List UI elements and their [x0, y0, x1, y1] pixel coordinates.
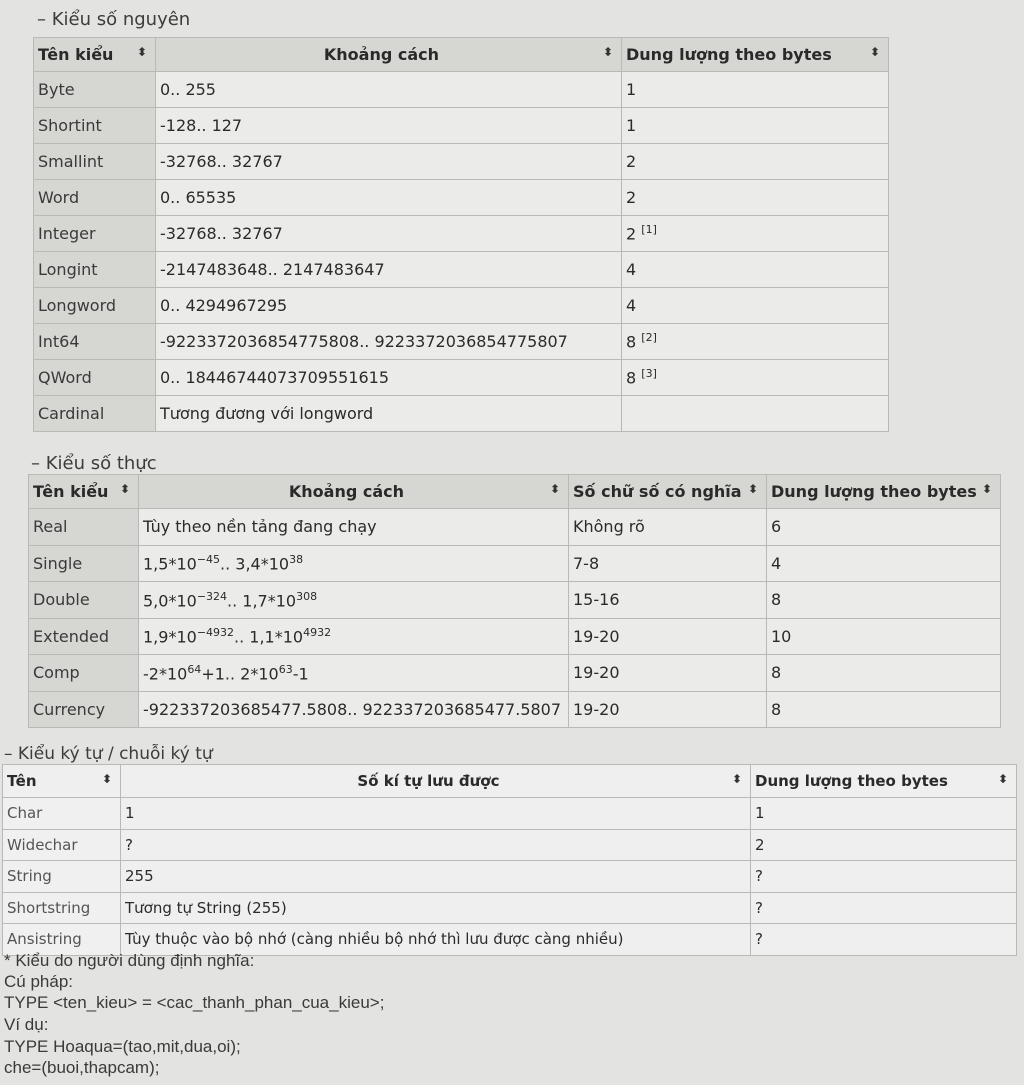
column-header-range[interactable]: Khoảng cách ⬍ [139, 475, 569, 509]
type-name-cell: Widechar [3, 829, 121, 861]
type-name-cell: Ansistring [3, 924, 121, 956]
column-header-count[interactable]: Số kí tự lưu được ⬍ [121, 765, 751, 798]
sort-arrows-icon[interactable]: ⬍ [101, 772, 112, 786]
bytes-cell: 10 [767, 618, 1001, 655]
sort-arrows-icon[interactable]: ⬍ [119, 482, 130, 496]
type-name-cell: Byte [34, 72, 156, 108]
bytes-value: 2 [626, 152, 637, 171]
range-cell [139, 691, 569, 728]
table-row [3, 892, 1017, 924]
type-name-cell: Smallint [34, 144, 156, 180]
type-name-cell: String [3, 861, 121, 893]
significant-digits-cell: 19-20 [569, 655, 767, 692]
bytes-cell [622, 252, 889, 288]
range-cell: -32768.. 32767 [156, 144, 622, 180]
bytes-value: 2 [626, 224, 637, 244]
range-cell: 0.. 18446744073709551615 [156, 360, 622, 396]
range-high-base: .. 3,4*10 [220, 554, 290, 574]
table-row [3, 798, 1017, 830]
bytes-cell: 2 [751, 829, 1017, 861]
type-name-cell: Word [34, 180, 156, 216]
range-low-base: 5,0*10 [143, 590, 197, 610]
type-name-cell: Cardinal [34, 396, 156, 432]
range-cell: -2147483648.. 2147483647 [156, 252, 622, 288]
table-row [29, 582, 1001, 619]
footnote-ref: [3] [641, 367, 657, 381]
table-row [34, 396, 889, 432]
significant-digits-cell: 19-20 [569, 691, 767, 728]
bytes-cell: 4 [767, 545, 1001, 582]
sort-arrows-icon[interactable]: ⬍ [549, 482, 560, 496]
real-heading: – Kiểu số thực [31, 453, 157, 474]
range-cell: -32768.. 32767 [156, 216, 622, 252]
significant-digits-cell: 19-20 [569, 618, 767, 655]
syntax-label: Cú pháp: [4, 972, 73, 991]
bytes-cell: ? [751, 861, 1017, 893]
range-high-exponent: 308 [296, 589, 318, 603]
syntax-line: TYPE <ten_kieu> = <cac_thanh_phan_cua_kieu>; [4, 993, 385, 1012]
sort-arrows-icon[interactable]: ⬍ [747, 482, 758, 496]
footnote-ref: [1] [641, 223, 657, 237]
sort-arrows-icon[interactable]: ⬍ [136, 45, 147, 59]
range-cell: Tương đương với longword [156, 396, 622, 432]
table-row [34, 288, 889, 324]
column-header-type-name[interactable]: Tên kiểu ⬍ [34, 38, 156, 72]
type-name-cell: Int64 [34, 324, 156, 360]
char-count-cell: 1 [121, 798, 751, 830]
range-low-base: -2*10 [143, 663, 188, 683]
sort-arrows-icon[interactable]: ⬍ [981, 482, 992, 496]
range-cell: -9223372036854775808.. 9223372036854775807 [156, 324, 622, 360]
range-cell [139, 509, 569, 546]
range-text: -922337203685477.5808.. 922337203685477.5807 [143, 699, 562, 719]
range-text: Tùy theo nền tảng đang chạy [143, 517, 377, 537]
table-row [34, 360, 889, 396]
range-cell [139, 618, 569, 655]
range-high-base: .. 1,1*10 [234, 627, 304, 647]
column-header-name[interactable]: Tên ⬍ [3, 765, 121, 798]
type-name-cell: Comp [29, 655, 139, 692]
type-name-cell: Shortstring [3, 892, 121, 924]
sort-arrows-icon[interactable]: ⬍ [869, 45, 880, 59]
bytes-cell: 8 [767, 691, 1001, 728]
bytes-cell: ? [751, 892, 1017, 924]
bytes-cell [622, 324, 889, 360]
char-count-cell: 255 [121, 861, 751, 893]
char-types-table [2, 764, 1017, 956]
range-high-base: .. 1,7*10 [227, 590, 297, 610]
type-name-cell: Longword [34, 288, 156, 324]
table-row [29, 691, 1001, 728]
bytes-cell [622, 288, 889, 324]
table-row [34, 108, 889, 144]
range-cell: 0.. 65535 [156, 180, 622, 216]
range-high-base: +1.. 2*10 [201, 663, 279, 683]
table-row [34, 252, 889, 288]
bytes-value: 2 [626, 188, 637, 207]
range-low-exponent: −4932 [196, 626, 235, 640]
table-row [34, 180, 889, 216]
range-high-exponent: 38 [289, 553, 304, 567]
bytes-value: 8 [626, 332, 637, 352]
range-low-base: 1,9*10 [143, 627, 197, 647]
type-name-cell: Double [29, 582, 139, 619]
range-high-exponent: 63 [278, 662, 293, 676]
column-header-bytes[interactable]: Dung lượng theo bytes ⬍ [767, 475, 1001, 509]
integer-heading: – Kiểu số nguyên [37, 9, 191, 30]
bytes-cell [622, 144, 889, 180]
bytes-value: 4 [626, 260, 637, 279]
bytes-cell [622, 108, 889, 144]
range-cell [139, 655, 569, 692]
char-count-cell: Tương tự String (255) [121, 892, 751, 924]
table-row [29, 618, 1001, 655]
table-row [29, 655, 1001, 692]
table-row [34, 72, 889, 108]
sort-arrows-icon[interactable]: ⬍ [731, 772, 742, 786]
range-low-exponent: −45 [196, 553, 221, 567]
char-heading: – Kiểu ký tự / chuỗi ký tự [4, 744, 213, 764]
range-low-base: 1,5*10 [143, 554, 197, 574]
footnote-ref: [2] [641, 331, 657, 345]
example-label: Ví dụ: [4, 1015, 49, 1034]
type-name-cell: Single [29, 545, 139, 582]
type-name-cell: QWord [34, 360, 156, 396]
table-row [3, 829, 1017, 861]
bytes-cell [622, 216, 889, 252]
bytes-cell: 8 [767, 582, 1001, 619]
range-cell [139, 582, 569, 619]
significant-digits-cell: Không rõ [569, 509, 767, 546]
bytes-cell: 1 [751, 798, 1017, 830]
significant-digits-cell: 7-8 [569, 545, 767, 582]
type-name-cell: Extended [29, 618, 139, 655]
column-header-bytes[interactable]: Dung lượng theo bytes ⬍ [751, 765, 1017, 798]
type-name-cell: Char [3, 798, 121, 830]
bytes-cell: 6 [767, 509, 1001, 546]
sort-arrows-icon[interactable]: ⬍ [997, 772, 1008, 786]
type-name-cell: Real [29, 509, 139, 546]
type-name-cell: Currency [29, 691, 139, 728]
bytes-value: 8 [626, 368, 637, 388]
integer-types-table [33, 37, 889, 432]
table-row [34, 144, 889, 180]
range-tail: -1 [292, 663, 309, 683]
table-row [29, 545, 1001, 582]
type-name-cell: Shortint [34, 108, 156, 144]
column-header-significant-digits[interactable]: Số chữ số có nghĩa ⬍ [569, 475, 767, 509]
type-name-cell: Integer [34, 216, 156, 252]
column-header-range[interactable]: Khoảng cách ⬍ [156, 38, 622, 72]
range-cell [139, 545, 569, 582]
bytes-cell [622, 396, 889, 432]
bytes-value: 1 [626, 116, 637, 135]
range-cell: 0.. 4294967295 [156, 288, 622, 324]
example-line-1: TYPE Hoaqua=(tao,mit,dua,oi); [4, 1037, 241, 1056]
column-header-type-name[interactable]: Tên kiểu ⬍ [29, 475, 139, 509]
bytes-value: 4 [626, 296, 637, 315]
column-header-bytes[interactable]: Dung lượng theo bytes ⬍ [622, 38, 889, 72]
range-low-exponent: −324 [196, 589, 228, 603]
bytes-cell [622, 180, 889, 216]
range-low-exponent: 64 [187, 662, 202, 676]
table-row [34, 216, 889, 252]
bytes-cell [622, 72, 889, 108]
range-cell: 0.. 255 [156, 72, 622, 108]
example-line-2: che=(buoi,thapcam); [4, 1058, 160, 1077]
sort-arrows-icon[interactable]: ⬍ [602, 45, 613, 59]
bytes-cell: 8 [767, 655, 1001, 692]
table-row [34, 324, 889, 360]
bytes-cell: ? [751, 924, 1017, 956]
char-count-cell: ? [121, 829, 751, 861]
significant-digits-cell: 15-16 [569, 582, 767, 619]
table-row [3, 861, 1017, 893]
real-types-table [28, 474, 1001, 728]
user-defined-title: * Kiểu do người dùng định nghĩa: [4, 951, 255, 970]
bytes-value: 1 [626, 80, 637, 99]
char-count-cell: Tùy thuộc vào bộ nhớ (càng nhiều bộ nhớ thì lưu được càng nhiều) [121, 924, 751, 956]
bytes-cell [622, 360, 889, 396]
range-cell: -128.. 127 [156, 108, 622, 144]
range-high-exponent: 4932 [303, 626, 332, 640]
table-row [29, 509, 1001, 546]
type-name-cell: Longint [34, 252, 156, 288]
